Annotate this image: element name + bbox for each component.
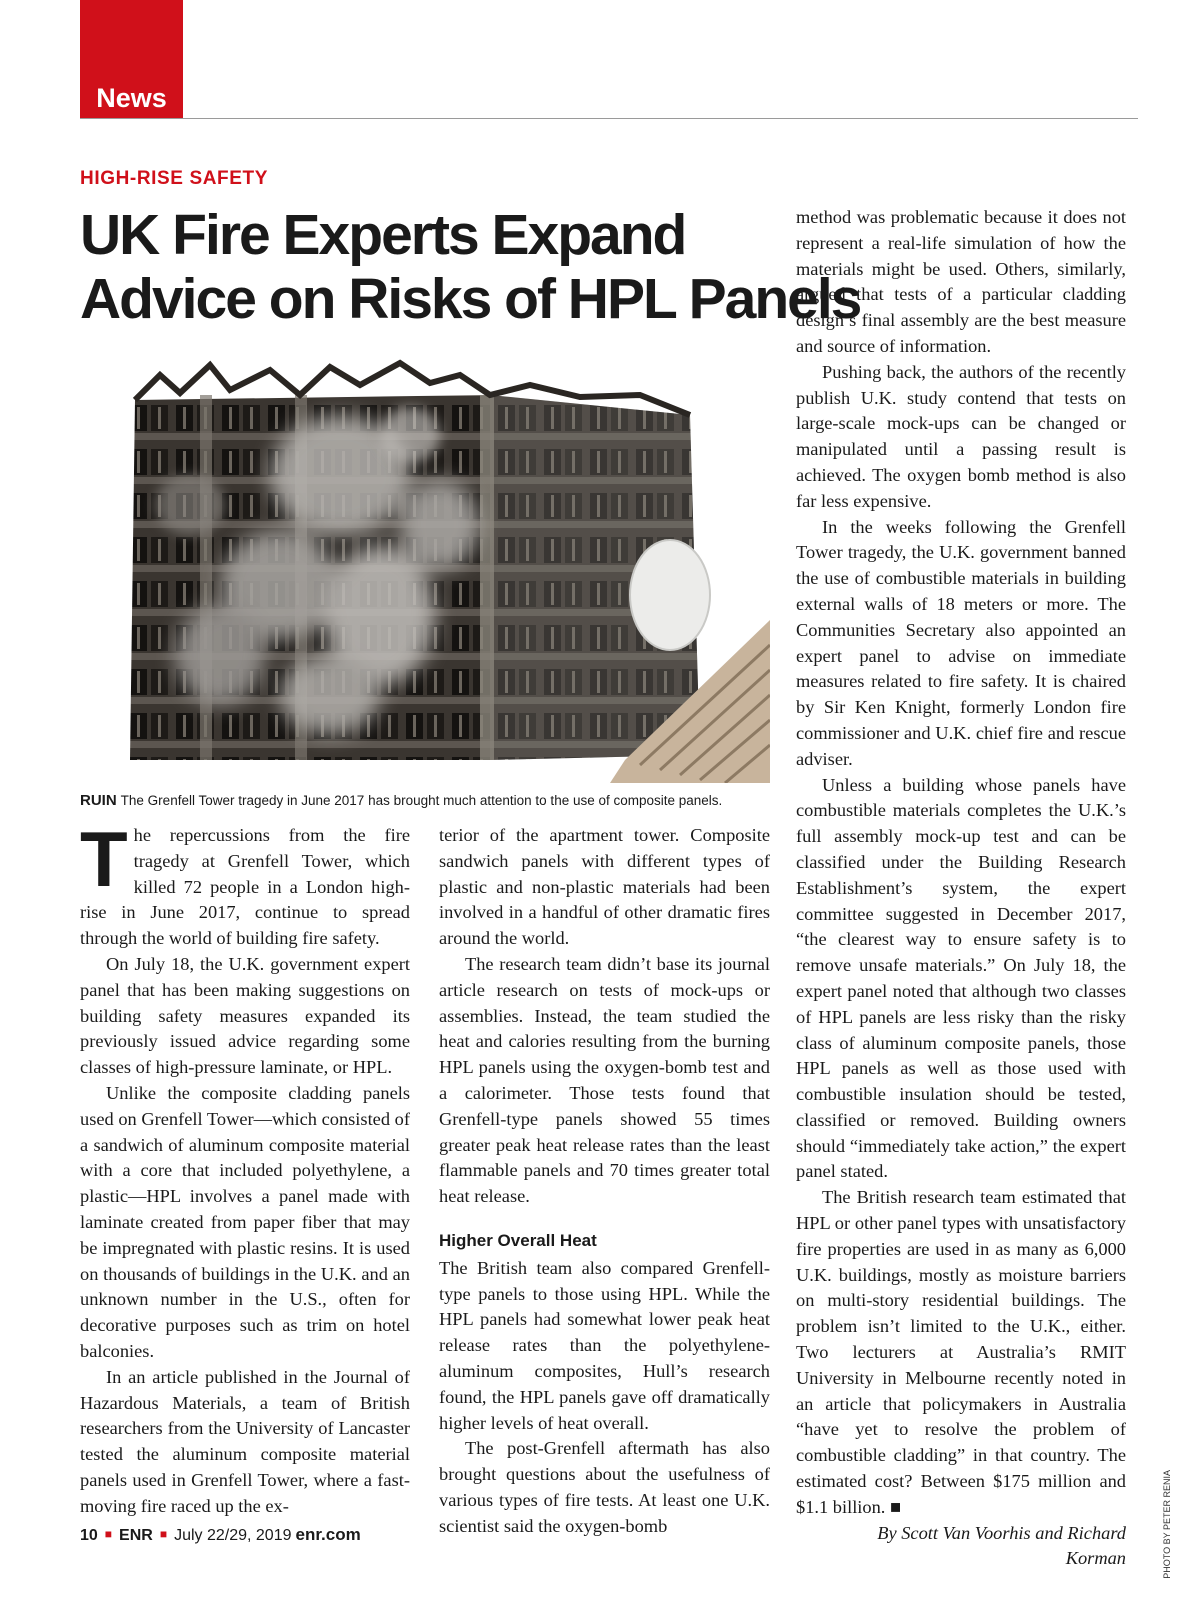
article-column-1 [80, 815, 410, 1520]
caption-text: The Grenfell Tower tragedy in June 2017 has brought much attention to the use of composite panels. [120, 793, 723, 808]
photo-caption [80, 792, 780, 809]
headline-line-1: UK Fire Experts Expand [80, 203, 686, 267]
kicker: HIGH-RISE SAFETY [80, 168, 269, 189]
website-link[interactable]: enr.com [295, 1525, 361, 1544]
page-number: 10 [80, 1527, 98, 1544]
separator-icon: ■ [104, 1527, 113, 1541]
section-tab-label: News [96, 83, 167, 113]
article-paragraph: On July 18, the U.K. government expert panel that has been making suggestions on building safety measures expanded its previously issued advice regarding some classes of high-pressure laminate, or HPL. [80, 953, 410, 1078]
article-paragraph: Unless a building whose panels have combustible materials completes the U.K.’s full assembly mock-up test and can be classified under the Building Research Establishment’s system, the expert committee suggested in December 2017, “the clearest way to ensure safety is to remove unsafe materials.” On July 18, the expert panel noted that although two classes of HPL panels are less risky than the risky class of aluminum composite panels, those HPL panels as well as those used with combustible insulation should be tested, classified or removed. Building owners should “immediately take action,” the expert panel stated. [796, 774, 1126, 1182]
article-paragraph: The research team didn’t base its journal article research on tests of mock-ups or assemblies. Instead, the team studied the heat and calories resulting from the burning HPL panels using the oxygen-bomb test and a calorimeter. Those tests found that Grenfell-type panels showed 55 times greater peak heat release rates than the least flammable panels and 70 times greater total heat release. [439, 953, 770, 1207]
article-paragraph: In the weeks following the Grenfell Tower tragedy, the U.K. government banned the use of combustible materials in building external walls of 18 meters or more. The Communities Secretary also appointed an expert panel to advise on immediate measures related to fire safety. It is chaired by Sir Ken Knight, formerly London fire commissioner and U.K. chief fire and rescue adviser. [796, 516, 1126, 769]
article-column-3 [796, 205, 1126, 1572]
photo-credit: PHOTO BY PETER RENIA [1162, 1470, 1172, 1579]
header-rule [80, 118, 1138, 119]
burned-tower-image [80, 355, 770, 783]
drop-cap: T [80, 815, 128, 903]
article-paragraph: The post-Grenfell aftermath has also brought questions about the usefulness of various types of fire tests. At least one U.K. scientist said the oxygen-bomb [439, 1438, 770, 1536]
byline: By Scott Van Voorhis and Richard Korman [877, 1522, 1126, 1569]
article-column-2 [439, 823, 770, 1540]
separator-icon: ■ [159, 1527, 168, 1541]
article-paragraph: Unlike the composite cladding panels used on Grenfell Tower—which consisted of a sandwich of aluminum composite material with a core that included polyethylene, a plastic—HPL involves a panel made with laminate created from paper fiber that may be impregnated with plastic resins. It is used on thousands of buildings in the U.K. and an unknown number in the U.S., often for decorative purposes such as trim on hotel balconies. [80, 1082, 410, 1361]
article-paragraph: In an article published in the Journal of Hazardous Materials, a team of British researchers from the University of Lancaster tested the aluminum composite material panels used in Grenfell Tower, where a fast-moving fire raced up the ex- [80, 1366, 410, 1516]
headline-line-2: Advice on Risks of HPL Panels [80, 267, 861, 331]
issue-date: July 22/29, 2019 [174, 1527, 292, 1544]
article-paragraph: terior of the apartment tower. Composite sandwich panels with different types of plastic and non-plastic materials had been involved in a handful of other dramatic fires around the world. [439, 825, 770, 949]
article-paragraph: The British team also compared Grenfell-type panels to those using HPL. While the HPL panels had somewhat lower peak heat release rates than the polyethylene-aluminum composites, Hull’s research found, the HPL panels gave off dramatically higher levels of heat overall. [439, 1257, 770, 1433]
headline [80, 203, 861, 331]
article-paragraph: The British research team estimated that HPL or other panel types with unsatisfactory fire properties are used in as many as 6,000 U.K. buildings, mostly as moisture barriers on multi-story residential buildings. The problem isn’t limited to the U.K., either. Two lecturers at Australia’s RMIT University in Melbourne recently noted in an article that policymakers in Australia “have yet to resolve the problem of combustible cladding” in that country. The estimated cost? Between $175 million and $1.1 billion. ■ [796, 1187, 1126, 1517]
article-paragraph [80, 815, 410, 952]
page-footer [80, 1525, 361, 1545]
paragraph-text: he repercussions from the fire tragedy at Grenfell Tower, which killed 72 people in a London high-rise in June 2017, continue to spread through the world of building fire safety. [80, 825, 410, 949]
section-tab [80, 0, 183, 118]
grenfell-tower-photo [80, 355, 770, 783]
article-paragraph: Pushing back, the authors of the recently publish U.K. study contend that tests on large-scale mock-ups can be changed or manipulated until a passing result is achieved. The oxygen bomb method is also far less expensive. [796, 361, 1126, 511]
publication-name: ENR [119, 1527, 153, 1544]
caption-label: RUIN [80, 792, 117, 809]
article-paragraph: method was problematic because it does not represent a real-life simulation of how the materials might be used. Others, similarly, argued that tests of a particular cladding design’s final assembly are the best measure and source of information. [796, 207, 1126, 356]
subhead: Higher Overall Heat [439, 1230, 597, 1250]
